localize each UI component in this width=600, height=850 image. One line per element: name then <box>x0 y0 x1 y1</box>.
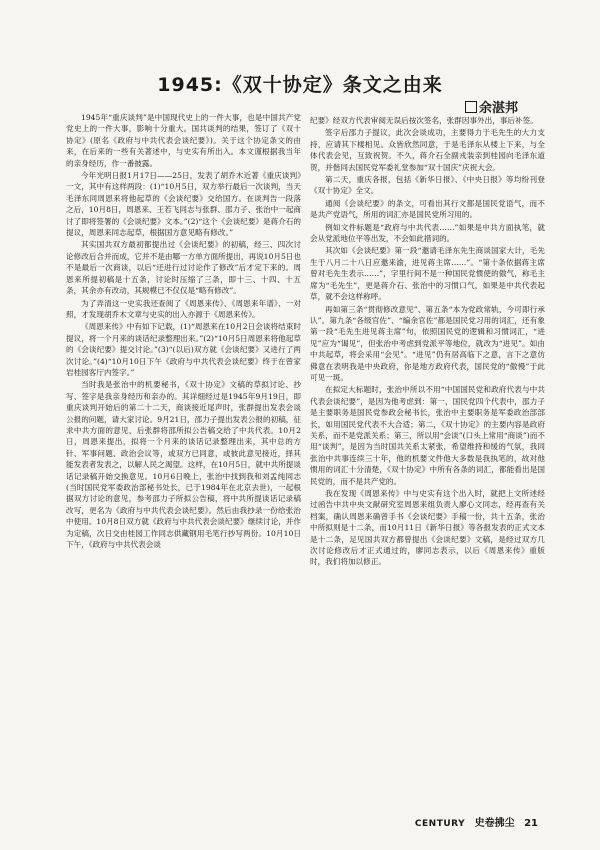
paragraph: 当时我是张治中的机要秘书，《双十协定》文稿的草拟讨论、抄写、签字是我亲身经历和亲办的。其详细经过是1945年9月19日，即重庆谈判开始后的第二十二天，商谈接近尾声时，张群提出发表会谈公报的问题，请大家讨论。9月21日，邵力子提出发表公报的初稿，征求中共方面的意见，后张群将邵所拟公告稿交给了中共代表。10月2日，周恩来提出，拟将一个月来的谈话记录整理出来，其中总的方针、军事问题、政治会议等，或双方已同意，或彼此意见接近，择其能发表者发表之，以解人民之渴望。这样，在10月5日，就中共所提谈话记录稿开始交换意见。10月6日晚上，张治中找到我和刘孟纯同志(当时国民党军委政治部秘书处长，已于1984年在北京去世)，一起根据双方讨论的意见，参考邵力子所拟公告稿，将中共所提谈话记录稿改写，更名为《政府与中共代表会谈纪要》。然后由我抄录一份给张治中使用。10月8日双方就《政府与中共代表会谈纪要》继续讨论，并作为定稿，次日交由桂园工作同志供藏钢用毛笔行抄写两份。10月10日下午，《政府与中共代表会谈 <box>66 380 301 550</box>
paragraph: 在拟定大标题时，张治中所以不用“中国国民党和政府代表与中共代表会谈纪要”，是因为他考虑到：第一，国民党四个代表中，邵力子是主要职务是国民党参政会秘书长，张治中主要职务是军委政治部部长，如用国民党代表不大合适；第二，《双十协定》的主要内容是政府关系，而不是党派关系；第三，所以用“会谈”(口头上常用“商谈”)而不用“谈判”，是因为当时国共关系太紧张，希望维持和缓的气氛，我同张治中共事连续三十年，他的机要文件他大多数是我执笔的，故对他惯用的词汇十分清楚，《双十协定》中所有各条的词汇，都能看出是国民党的，而不是共产党的。 <box>310 385 545 486</box>
article-title: 1945:《双十协定》条文之由来 <box>157 74 443 96</box>
paragraph: 再如第三条“贯彻修改意见”、第五条“本为党政常轨，今可即行承认”。第九条“各级官佐”、“编余官佐”都是国民党习用的词汇，还有象第一段“毛先生进见蒋主席”句，依照国民党的逻辑和习惯词汇，“进见”应为“谒见”，但张治中考虑到党派平等地位，就改为“进见”。如由中共起草，将会采用“会见”。“进见”仍有居高临下之意，言下之意仿佛意在表明我是中央政府，你是地方政府代表，国民党的“傲慢”于此可见一斑。 <box>310 304 545 382</box>
author-name: 余湛邦 <box>478 101 518 116</box>
paragraph: 例如文件标题是“政府与中共代表……”如果是中共方面执笔，就会从党派地位平等出发，不会如此措词的。 <box>310 222 545 244</box>
paragraph: 通阅《会谈纪要》的条文，可看出其行文都是国民党语气，而不是共产党语气，所用的词汇亦是国民党所习用的。 <box>310 198 545 220</box>
section-name: 史卷拂尘 <box>474 818 515 829</box>
paragraph: 其实国共双方最初都提出过《会谈纪要》的初稿，经三、四次讨论修改后合并而成，它并不是由哪一方单方面所提出，再说10月5日也不是最后一次商谈，以后“还进行过讨论作了修改”后才定下来的。周恩来所提初稿是十五条，讨论时压缩了三条，即十三、十四、十五条，其余亦有改动，其规模已不仅仅是“略有修改”。 <box>66 240 301 296</box>
article-author <box>465 97 518 116</box>
magazine-name: CENTURY <box>414 819 466 829</box>
paragraph: 其次如《会谈纪要》第一段“邀请毛泽东先生商谈国家大计，毛先生于八月二十八日应邀来渝，进见蒋主席……”。“第十条依据蒋主席曾对毛先生表示……”，字里行间不是一种国民党惯使的傲气，称毛主席为“毛先生”，更是蒋介石、张治中的习惯口气，如果是中共代表起草，就不会这样称呼。 <box>310 246 545 302</box>
paragraph: 签字后邵力子提议，此次会谈成功，主要得力于毛先生的大力支持，应请其下楼相见。众皆欣然同意，于是毛泽东从楼上下来，与全体代表会见，互致祝贺。不久，蒋介石全副戎装亲到桂园向毛泽东道贺，并偕同去国民党军委礼堂参加“双十国庆”庆祝大会。 <box>310 128 545 172</box>
paragraph: 《周恩来传》中有如下记载，(1)“周恩来在10月2日会谈将结束时提议，将一个月来的谈话纪录整理出来。”(2)“10月5日周恩来将他起草的《会谈纪要》提交讨论。”(3)“(以后)双方就《会谈纪要》又进行了两次讨论。”(4)“10月10日下午《政府与中共代表会谈纪要》终于在曾家岩桂园客厅内签字。” <box>66 322 301 377</box>
paragraph: 为了弄清这一史实我还查阅了《周恩来传》、《周恩来年谱》、一对照，才发现胡乔木文章与史实的出入亦源于《周恩来传》。 <box>66 298 301 319</box>
paragraph: 第二天，重庆各报，包括《新华日报》、《中央日报》等均纷刊登《双十协定》全文。 <box>310 175 545 196</box>
paragraph: 我在发现《周恩来传》中与史实有这个出入时，就把上文所述经过函告中共中央文献研究室周恩来组负责人廖心文同志，经再查有关档案，确认周恩来确曾手书《会谈纪要》手稿一份，共十五条，张治中所拟则是十二条，而10月11日《新华日报》等各报发表的正式文本是十二条，足见国共双方都曾提出《会谈纪要》文稿，是经过双方几次讨论修改后才正式通过的，廖同志表示，以后《周恩来传》重版时，我们将加以修正。 <box>310 489 545 567</box>
paragraph: 今年光明日报1月17日——25日，发表了胡乔木近著《重庆谈判》一文，其中有这样两段：(1)“10月5日，双方举行最后一次谈判，当天毛泽东同周恩来将他起草的《会谈纪要》交给国方。在谈判告一段落之后，10月8日，周恩来、王若飞同志与张群、邵力子、张治中一起商讨了即将签署的《会谈纪要》文本。”(2)“这个《会谈纪要》是蒋介石的提议，周恩来同志起草，根据国方意见略有修改。” <box>66 171 301 238</box>
right-column <box>310 115 545 569</box>
paragraph: 1945年“重庆谈判”是中国现代史上的一件大事，也是中国共产党党史上的一件大事，影响十分重大。国共谈判的结果，签订了《双十协定》(原名《政府与中共代表会谈纪要》)。关于这个协定条文的由来，在后来的一些有关著述中，与史实有所出入。本文谨根据我当年的亲身经历，作一番披露。 <box>66 113 301 168</box>
author-box-mark <box>465 101 477 113</box>
left-column <box>66 112 301 551</box>
page-footer <box>409 814 538 829</box>
page-number: 21 <box>524 818 538 829</box>
paragraph: 纪要》经双方代表审阅无误后按次签名，张群因事外出，事后补签。 <box>310 116 538 125</box>
